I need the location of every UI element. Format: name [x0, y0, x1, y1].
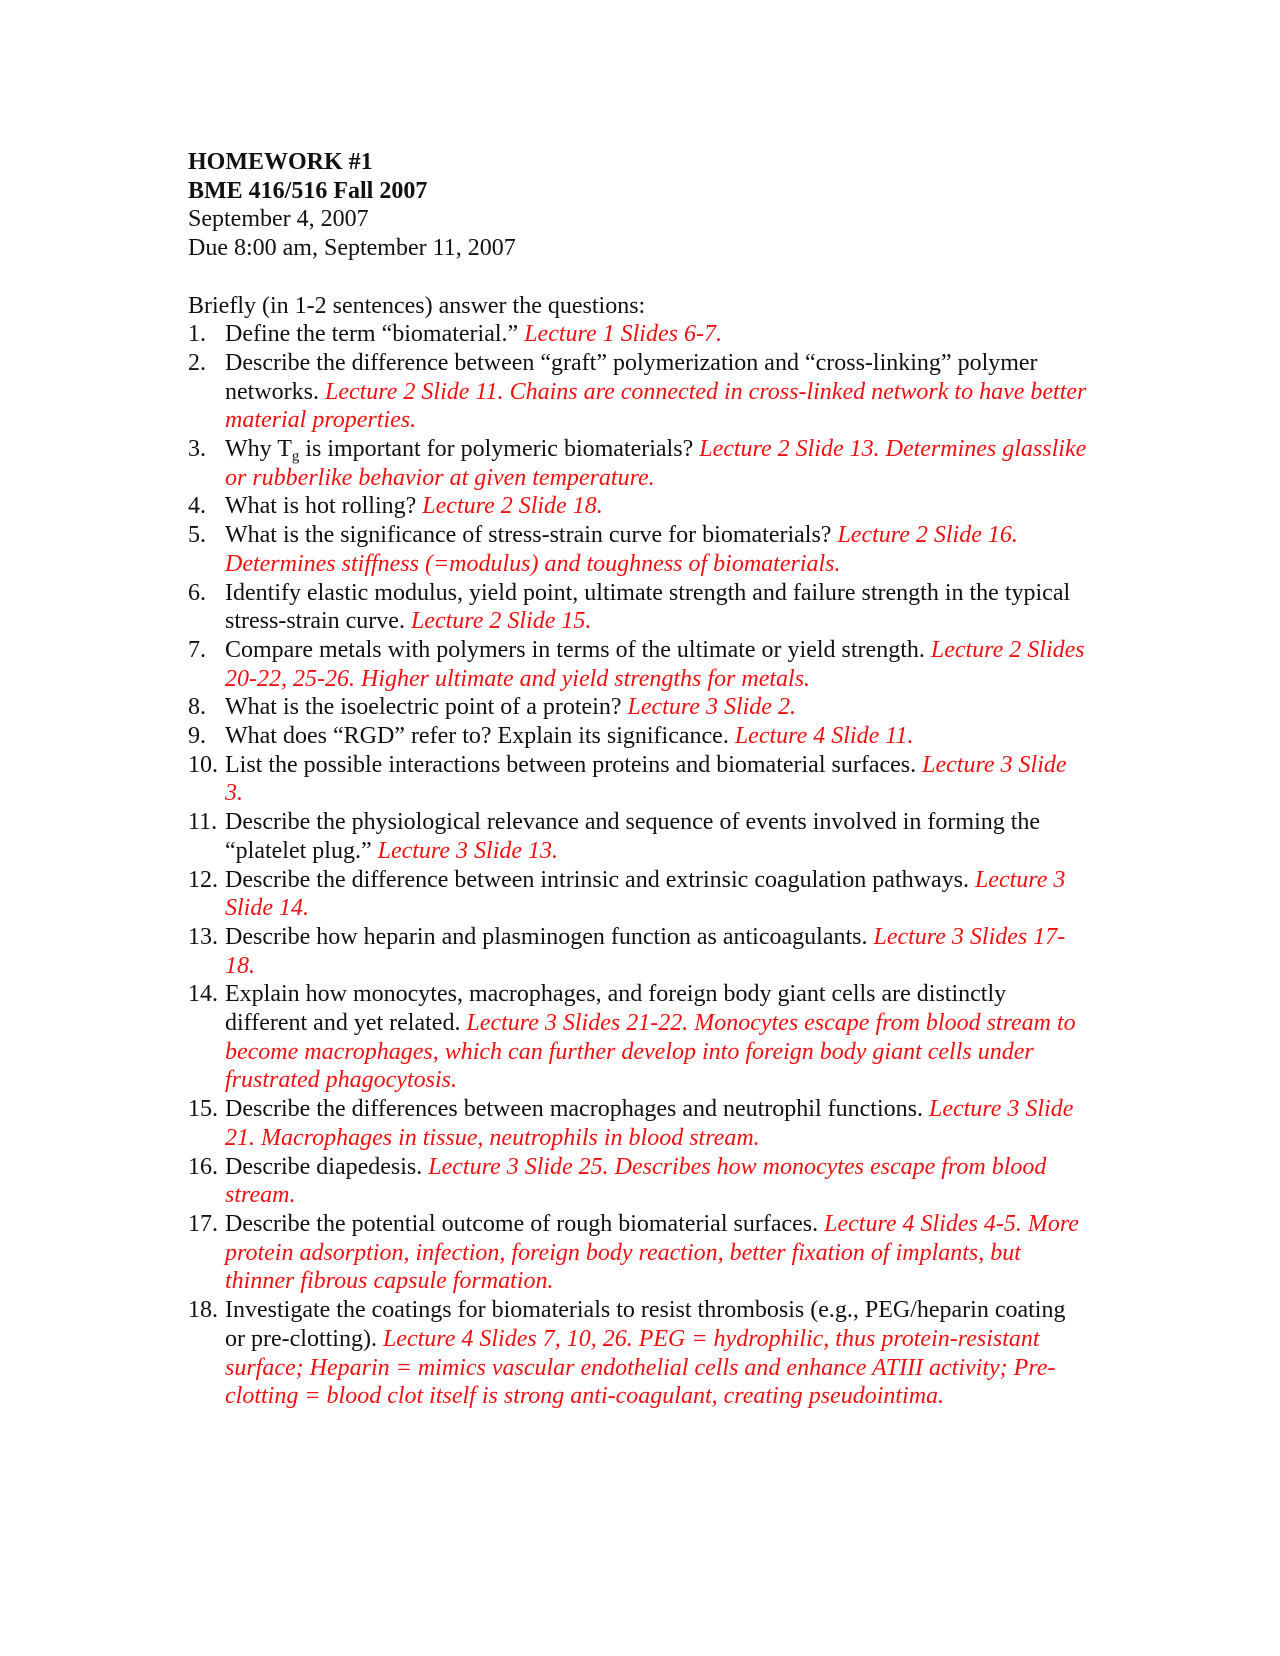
question-text: Describe diapedesis.	[225, 1153, 423, 1180]
answer-text: Lecture 2 Slides 20-22, 25-26. Higher ultimate and yield strengths for metals.	[225, 636, 1085, 692]
question-item	[188, 722, 1088, 751]
question-text: Investigate the coatings for biomaterials to resist thrombosis (e.g., PEG/heparin coating or pre-clotting).	[225, 1297, 1066, 1352]
homework-page	[188, 148, 1088, 1411]
answer-text: Lecture 2 Slide 16. Determines stiffness (=modulus) and toughness of biomaterials.	[225, 522, 1018, 577]
due-date: Due 8:00 am, September 11, 2007	[188, 235, 516, 262]
question-item	[188, 1153, 1088, 1210]
question-item	[188, 693, 1088, 722]
question-item	[188, 751, 1088, 808]
course-title: BME 416/516 Fall 2007	[188, 177, 428, 204]
question-text: List the possible interactions between proteins and biomaterial surfaces.	[225, 751, 917, 778]
answer-text: Lecture 3 Slides 21-22. Monocytes escape from blood stream to become macrophages, which can further develop into foreign body giant cells under frustrated phagocytosis.	[225, 1010, 1076, 1094]
question-number: 10.	[188, 751, 218, 778]
question-text: Describe how heparin and plasminogen function as anticoagulants.	[225, 923, 868, 950]
question-item	[188, 320, 1088, 349]
question-number: 15.	[188, 1096, 218, 1123]
question-text: Describe the differences between macrophages and neutrophil functions.	[225, 1096, 923, 1123]
question-item	[188, 980, 1088, 1095]
assign-date: September 4, 2007	[188, 206, 369, 233]
answer-text: Lecture 4 Slides 4-5. More protein adsorption, infection, foreign body reaction, better fixation of implants, but thinner fibrous capsule formation.	[225, 1211, 1079, 1295]
question-number: 17.	[188, 1211, 218, 1237]
question-list	[188, 320, 1088, 1411]
answer-text: Lecture 2 Slide 18.	[422, 493, 603, 520]
answer-text: Lecture 3 Slide 2.	[627, 694, 796, 721]
question-number: 8.	[188, 694, 206, 721]
answer-text: Lecture 3 Slide 14.	[225, 866, 1066, 922]
question-number: 16.	[188, 1153, 218, 1180]
question-number: 5.	[188, 522, 206, 549]
answer-text: Lecture 3 Slides 17-18.	[225, 923, 1066, 979]
tg-subscript: g	[291, 448, 300, 465]
question-number: 14.	[188, 981, 218, 1008]
question-number: 4.	[188, 493, 206, 520]
answer-text: Lecture 3 Slide 21. Macrophages in tissue, neutrophils in blood stream.	[225, 1096, 1074, 1151]
question-item	[188, 1296, 1088, 1411]
answer-text: Lecture 4 Slide 11.	[734, 723, 914, 750]
homework-title: HOMEWORK #1	[188, 149, 373, 175]
question-item	[188, 521, 1088, 578]
question-number: 6.	[188, 579, 206, 606]
question-text-post: is important for polymeric biomaterials?	[299, 436, 694, 463]
question-text: Describe the potential outcome of rough biomaterial surfaces.	[225, 1211, 819, 1237]
answer-text: Lecture 2 Slide 13. Determines glasslike or rubberlike behavior at given temperature.	[225, 436, 1087, 491]
question-text: What does “RGD” refer to? Explain its significance.	[225, 723, 729, 750]
question-text: Describe the difference between intrinsic and extrinsic coagulation pathways.	[225, 866, 969, 893]
question-text: What is hot rolling?	[225, 493, 417, 520]
answer-text: Lecture 3 Slide 25. Describes how monocytes escape from blood stream.	[225, 1153, 1047, 1209]
question-item	[188, 1095, 1088, 1152]
question-text: Define the term “biomaterial.”	[225, 321, 519, 348]
question-number: 2.	[188, 349, 206, 376]
question-text-pre: Why T	[225, 436, 292, 463]
answer-text: Lecture 4 Slides 7, 10, 26. PEG = hydrophilic, thus protein-resistant surface; Heparin = mimics vascular endothelial cells and enhance ATIII activity; Pre-clotting = blood clot itself is strong anti-coagulant, creating pseudointima.	[225, 1325, 1056, 1410]
question-item	[188, 349, 1088, 435]
question-text: What is the significance of stress-strain curve for biomaterials?	[225, 522, 832, 549]
question-item	[188, 808, 1088, 865]
question-number: 9.	[188, 723, 206, 750]
answer-text: Lecture 2 Slide 11. Chains are connected in cross-linked network to have better material properties.	[225, 378, 1087, 434]
question-number: 7.	[188, 636, 206, 663]
question-number: 13.	[188, 923, 218, 950]
question-number: 12.	[188, 866, 218, 893]
question-text: Compare metals with polymers in terms of the ultimate or yield strength.	[225, 636, 925, 663]
answer-text: Lecture 1 Slides 6-7.	[524, 321, 722, 348]
question-text: Describe the physiological relevance and sequence of events involved in forming the “platelet plug.”	[225, 809, 1041, 864]
answer-text: Lecture 2 Slide 15.	[410, 608, 592, 635]
question-number: 18.	[188, 1297, 218, 1324]
question-text: Describe the difference between “graft” polymerization and “cross-linking” polymer networks.	[225, 349, 1038, 405]
instructions: Briefly (in 1-2 sentences) answer the questions:	[188, 292, 646, 319]
question-item	[188, 435, 1088, 492]
header-block	[188, 148, 1088, 263]
question-item	[188, 579, 1088, 636]
question-item	[188, 492, 1088, 521]
answer-text: Lecture 3 Slide 3.	[225, 751, 1067, 807]
question-item	[188, 923, 1088, 980]
question-item	[188, 636, 1088, 693]
question-item	[188, 866, 1088, 923]
question-text: What is the isoelectric point of a protein?	[225, 694, 622, 721]
question-text: Explain how monocytes, macrophages, and foreign body giant cells are distinctly different and yet related.	[225, 981, 1007, 1037]
question-number: 1.	[188, 321, 206, 348]
question-number: 11.	[188, 809, 218, 836]
question-text: Identify elastic modulus, yield point, ultimate strength and failure strength in the typical stress-strain curve.	[225, 579, 1071, 635]
answer-text: Lecture 3 Slide 13.	[377, 837, 559, 864]
question-item	[188, 1210, 1088, 1296]
question-number: 3.	[188, 436, 206, 463]
